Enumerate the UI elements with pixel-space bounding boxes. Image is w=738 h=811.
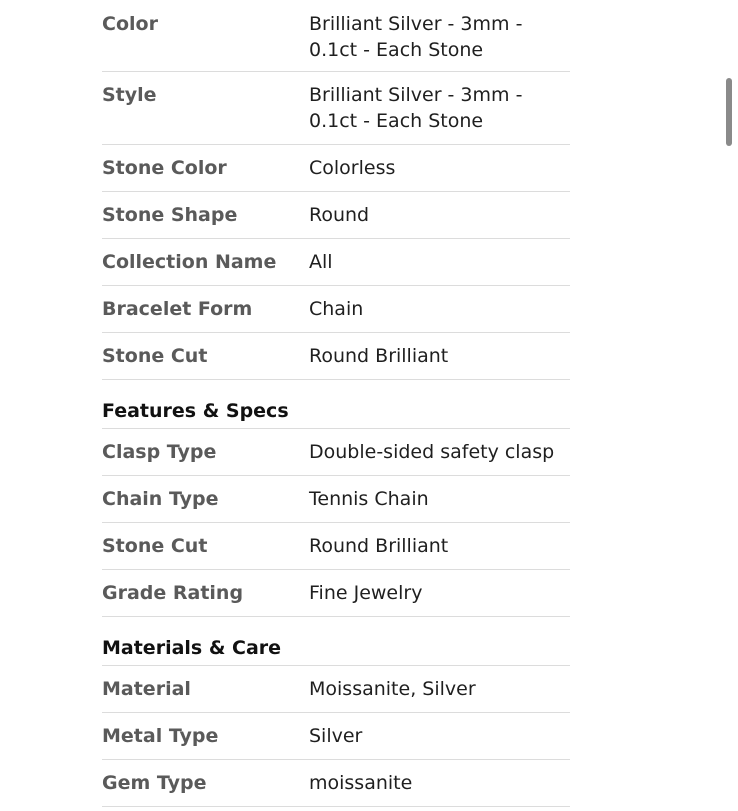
spec-row-collection-name xyxy=(102,239,570,286)
spec-value: Silver xyxy=(309,725,363,747)
spec-value: Round xyxy=(309,204,370,226)
spec-value: Double-sided safety clasp xyxy=(309,441,555,463)
spec-row-grade-rating xyxy=(102,570,570,617)
spec-value: Brilliant Silver - 3mm - 0.1ct - Each Stone xyxy=(309,13,523,61)
spec-label: Stone Color xyxy=(102,157,227,179)
spec-row-bracelet-form xyxy=(102,286,570,333)
spec-value: Brilliant Silver - 3mm - 0.1ct - Each Stone xyxy=(309,84,523,132)
spec-label: Stone Shape xyxy=(102,204,238,226)
spec-label: Chain Type xyxy=(102,488,219,510)
spec-label: Clasp Type xyxy=(102,441,217,463)
spec-value: Tennis Chain xyxy=(309,488,429,510)
spec-row-material xyxy=(102,666,570,713)
spec-label: Metal Type xyxy=(102,725,219,747)
spec-row-stone-cut xyxy=(102,333,570,380)
spec-row-gem-type xyxy=(102,760,570,807)
spec-label: Stone Cut xyxy=(102,535,208,557)
spec-label: Bracelet Form xyxy=(102,298,253,320)
section-heading-features: Features & Specs xyxy=(102,380,570,429)
spec-label: Collection Name xyxy=(102,251,277,273)
spec-value: Moissanite, Silver xyxy=(309,678,476,700)
spec-label: Style xyxy=(102,84,157,106)
specs-table xyxy=(102,0,570,807)
spec-row-chain-type xyxy=(102,476,570,523)
spec-label: Gem Type xyxy=(102,772,207,794)
spec-row-stone-cut-2 xyxy=(102,523,570,570)
spec-label: Grade Rating xyxy=(102,582,244,604)
spec-value: Fine Jewelry xyxy=(309,582,423,604)
spec-row-metal-type xyxy=(102,713,570,760)
spec-value: Chain xyxy=(309,298,364,320)
spec-row-stone-color xyxy=(102,145,570,192)
spec-row-clasp-type xyxy=(102,429,570,476)
spec-label: Color xyxy=(102,13,158,35)
spec-value: Round Brilliant xyxy=(309,345,449,367)
scrollbar-thumb[interactable] xyxy=(726,78,732,146)
spec-label: Stone Cut xyxy=(102,345,208,367)
spec-row-color xyxy=(102,0,570,72)
spec-value: Round Brilliant xyxy=(309,535,449,557)
section-heading-materials: Materials & Care xyxy=(102,617,570,666)
spec-label: Material xyxy=(102,678,191,700)
spec-value: All xyxy=(309,251,333,273)
spec-row-stone-shape xyxy=(102,192,570,239)
spec-value: moissanite xyxy=(309,772,413,794)
spec-row-style xyxy=(102,72,570,145)
spec-value: Colorless xyxy=(309,157,396,179)
